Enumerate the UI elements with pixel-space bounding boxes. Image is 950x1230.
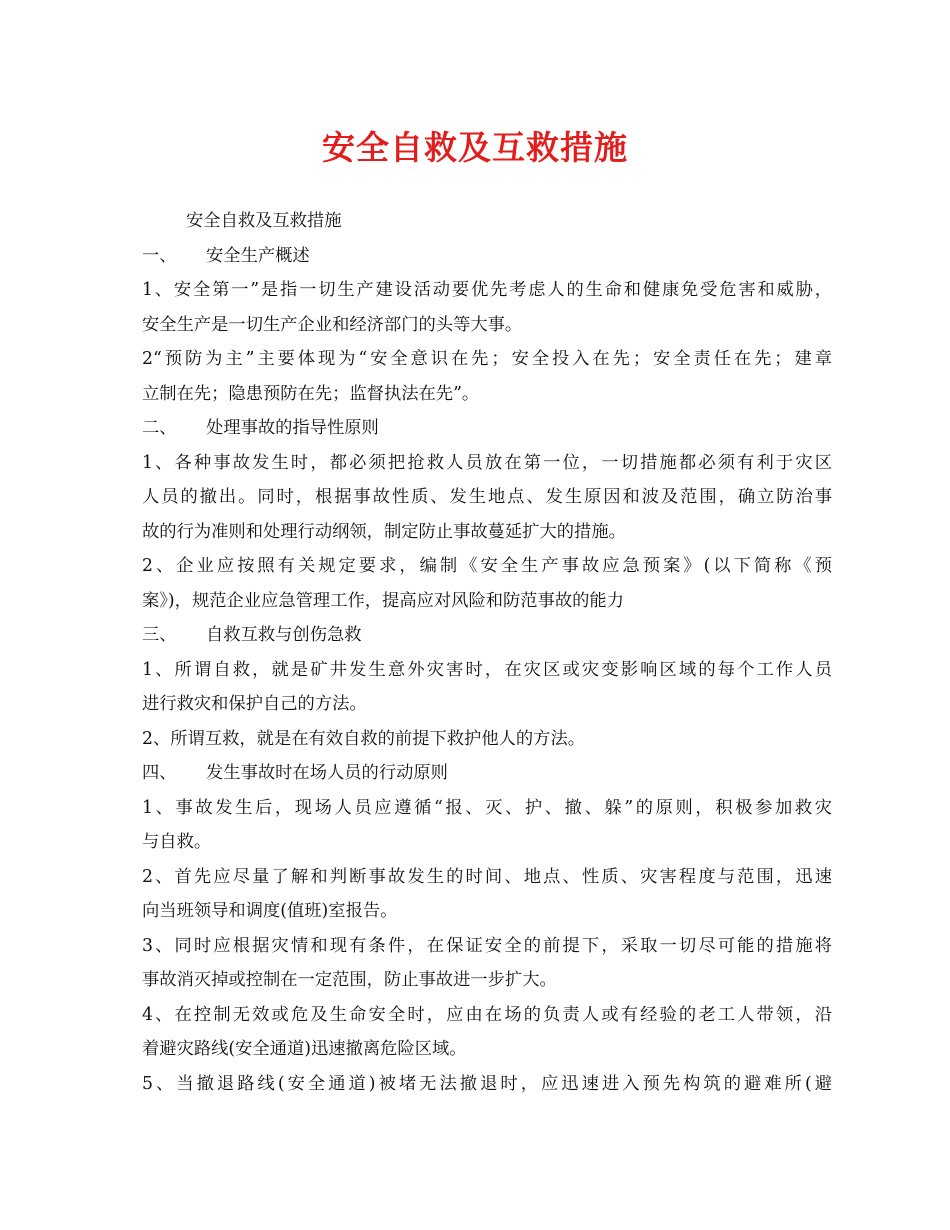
document-title: 安全自救及互救措施 [322, 128, 628, 167]
paragraph-line: 故的行为准则和处理行动纲领，制定防止事故蔓延扩大的措施。 [142, 521, 626, 542]
paragraph-line: 3、同时应根据灾情和现有条件，在保证安全的前提下，采取一切尽可能的措施将 [142, 935, 832, 956]
paragraph-line: 着避灾路线(安全通道)迅速撤离危险区域。 [142, 1039, 467, 1059]
paragraph-line: 进行救灾和保护自己的方法。 [142, 694, 367, 714]
paragraph-line: 1、所谓自救，就是矿井发生意外灾害时，在灾区或灾变影响区域的每个工作人员 [142, 659, 832, 680]
paragraph-line: 案》)，规范企业应急管理工作，提高应对风险和防范事故的能力 [142, 590, 624, 611]
paragraph-line: 2、所谓互救，就是在有效自救的前提下救护他人的方法。 [142, 728, 586, 749]
section-heading-text: 处理事故的指导性原则 [206, 418, 379, 438]
paragraph-line: 1、安全第一”是指一切生产建设活动要优先考虑人的生命和健康免受危害和威胁， [142, 280, 832, 300]
document-body [142, 204, 832, 1101]
paragraph-line: 2“预防为主”主要体现为“安全意识在先；安全投入在先；安全责任在先；建章 [142, 349, 832, 369]
section-heading [142, 411, 832, 446]
section-number: 二、 [142, 418, 177, 438]
paragraph-line: 5、当撤退路线(安全通道)被堵无法撤退时，应迅速进入预先构筑的避难所(避 [142, 1073, 832, 1094]
document-subtitle: 安全自救及互救措施 [186, 211, 342, 231]
section-heading [142, 239, 832, 274]
paragraph-line: 安全生产是一切生产企业和经济部门的头等大事。 [142, 314, 523, 335]
section-number: 四、 [142, 763, 177, 783]
paragraph-line: 向当班领导和调度(值班)室报告。 [142, 901, 398, 921]
section-number: 一、 [142, 245, 177, 266]
section-heading-text: 发生事故时在场人员的行动原则 [206, 763, 448, 783]
paragraph-line: 事故消灭掉或控制在一定范围，防止事故进一步扩大。 [142, 970, 557, 990]
paragraph-line: 1、事故发生后，现场人员应遵循“报、灭、护、撤、躲”的原则，积极参加救灾 [142, 797, 832, 818]
paragraph-line: 1、各种事故发生时，都必须把抢救人员放在第一位，一切措施都必须有利于灾区 [142, 452, 832, 473]
paragraph-line: 人员的撤出。同时，根据事故性质、发生地点、发生原因和波及范围，确立防治事 [142, 487, 832, 507]
paragraph-line: 立制在先；隐患预防在先；监督执法在先”。 [142, 383, 480, 404]
section-number: 三、 [142, 625, 177, 645]
section-heading [142, 756, 832, 791]
paragraph-line: 2、首先应尽量了解和判断事故发生的时间、地点、性质、灾害程度与范围，迅速 [142, 866, 832, 887]
section-heading [142, 618, 832, 653]
paragraph-line: 4、在控制无效或危及生命安全时，应由在场的负责人或有经验的老工人带领，沿 [142, 1004, 832, 1025]
section-heading-text: 自救互救与创伤急救 [206, 625, 362, 645]
paragraph-line: 与自救。 [142, 832, 212, 852]
paragraph-line: 2、企业应按照有关规定要求，编制《安全生产事故应急预案》(以下简称《预 [142, 556, 832, 576]
section-heading-text: 安全生产概述 [206, 245, 310, 266]
